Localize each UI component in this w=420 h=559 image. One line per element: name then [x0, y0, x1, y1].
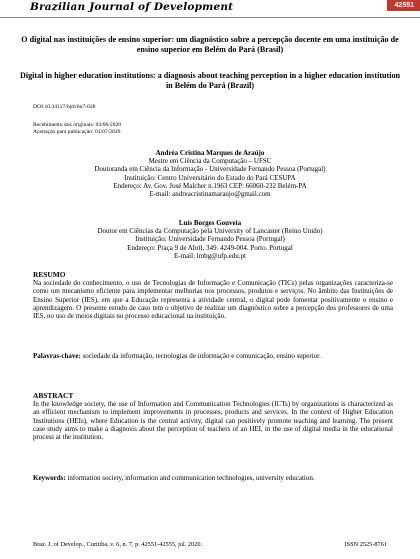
- author-institution: Instituição: Centro Universitário do Estado do Pará CESUPA: [124, 173, 296, 182]
- abstract-heading: ABSTRACT: [33, 391, 74, 400]
- keywords-label: Palavras-chave:: [33, 352, 81, 360]
- author-block-1: [20, 149, 400, 198]
- keywords-portuguese: [33, 352, 393, 360]
- page-number-badge: 42551: [387, 0, 420, 11]
- received-date: Recebimento dos originais: 03/06/2020: [33, 122, 122, 128]
- journal-header: [0, 0, 420, 18]
- author-degree: Doutor em Ciências da Computação pela University of Lancaster (Reino Unido): [97, 227, 323, 236]
- doi: DOI:10.34117/bjdv6n7-028: [33, 104, 96, 110]
- footer-citation: Braz. J. of Develop., Curitiba, v. 6, n. 7, p. 42551-42555, jul. 2020.: [33, 541, 203, 548]
- author-email: E-mail: andreacristinamaraujo@gmail.com: [149, 190, 271, 199]
- keywords-label: Keywords:: [33, 474, 66, 482]
- author-name: Andréa Cristina Marques de Araújo: [155, 149, 265, 157]
- author-address: Endereço: Praça 9 de Abril, 349. 4249-004. Porto. Portugal: [127, 243, 293, 252]
- accepted-date: Aceitação para publicação: 01/07/2020: [33, 129, 121, 135]
- author-degree: Mestre em Ciência da Computação – UFSC: [148, 157, 272, 166]
- author-email: E-mail: lmbg@ufp.edu.pt: [174, 251, 246, 260]
- author-doctorate: Doutoranda em Ciência da Informação - Universidade Fernando Pessoa (Portugal): [94, 165, 326, 174]
- footer-issn: ISSN 2525-8761: [344, 541, 387, 548]
- abstract-text: In the knowledge society, the use of Information and Communication Technologies (ICTs) by organizations is characterized as an efficient mechanism to implement improvements in processes, products and services. In the context of Higher Education Institutions (HEIs), where Education is the central activity, digital can positively promote teaching and learning. The present case study aims to make a diagnosis about the perception of teachers of an HEI, in the use of digital media in the educational process at the institution.: [33, 400, 393, 442]
- resumo-text: Na sociedade do conhecimento, o uso de Tecnologias de Informação e Comunicação (TICs) pelas organizações caracteriza-se como um mecanismo eficiente para implementar melhorias nos processos, produtos e serviços. No âmbito das Instituições de Ensino Superior (IES), em que a Educação representa a atividade central, o digital pode fomentar positivamente o ensino e aprendizagem. O presente estudo de caso tem o objetivo de realizar um diagnóstico sobre a percepção dos professores de uma IES, no uso de meios digitais no processo educacional na instituição.: [33, 279, 393, 321]
- resumo-heading: RESUMO: [33, 270, 66, 279]
- keywords-list: sociedade da informação, tecnologias de informação e comunicação, ensino superior.: [82, 352, 321, 360]
- keywords-list: information society, information and communication technologies, university education.: [67, 474, 315, 482]
- journal-name: Brazilian Journal of Development: [30, 1, 234, 13]
- title-portuguese: O digital nas instituições de ensino superior: um diagnóstico sobre a percepção docente em uma instituição de ensino superior em Belém do Pará (Brasil): [21, 35, 399, 54]
- author-block-2: [20, 219, 400, 260]
- author-address: Endereço: Av. Gov. José Malcher n.1963 CEP: 66060-232 Belém-PA: [113, 181, 307, 190]
- author-name: Luís Borges Gouveia: [178, 219, 242, 227]
- title-english: Digital in higher education institutions: a diagnosis about teaching perception in a higher education institution in Belém do Pará (Brazil): [20, 71, 401, 90]
- author-institution: Instituição: Universidade Fernando Pessoa (Portugal): [135, 235, 285, 244]
- keywords-english: [33, 474, 393, 482]
